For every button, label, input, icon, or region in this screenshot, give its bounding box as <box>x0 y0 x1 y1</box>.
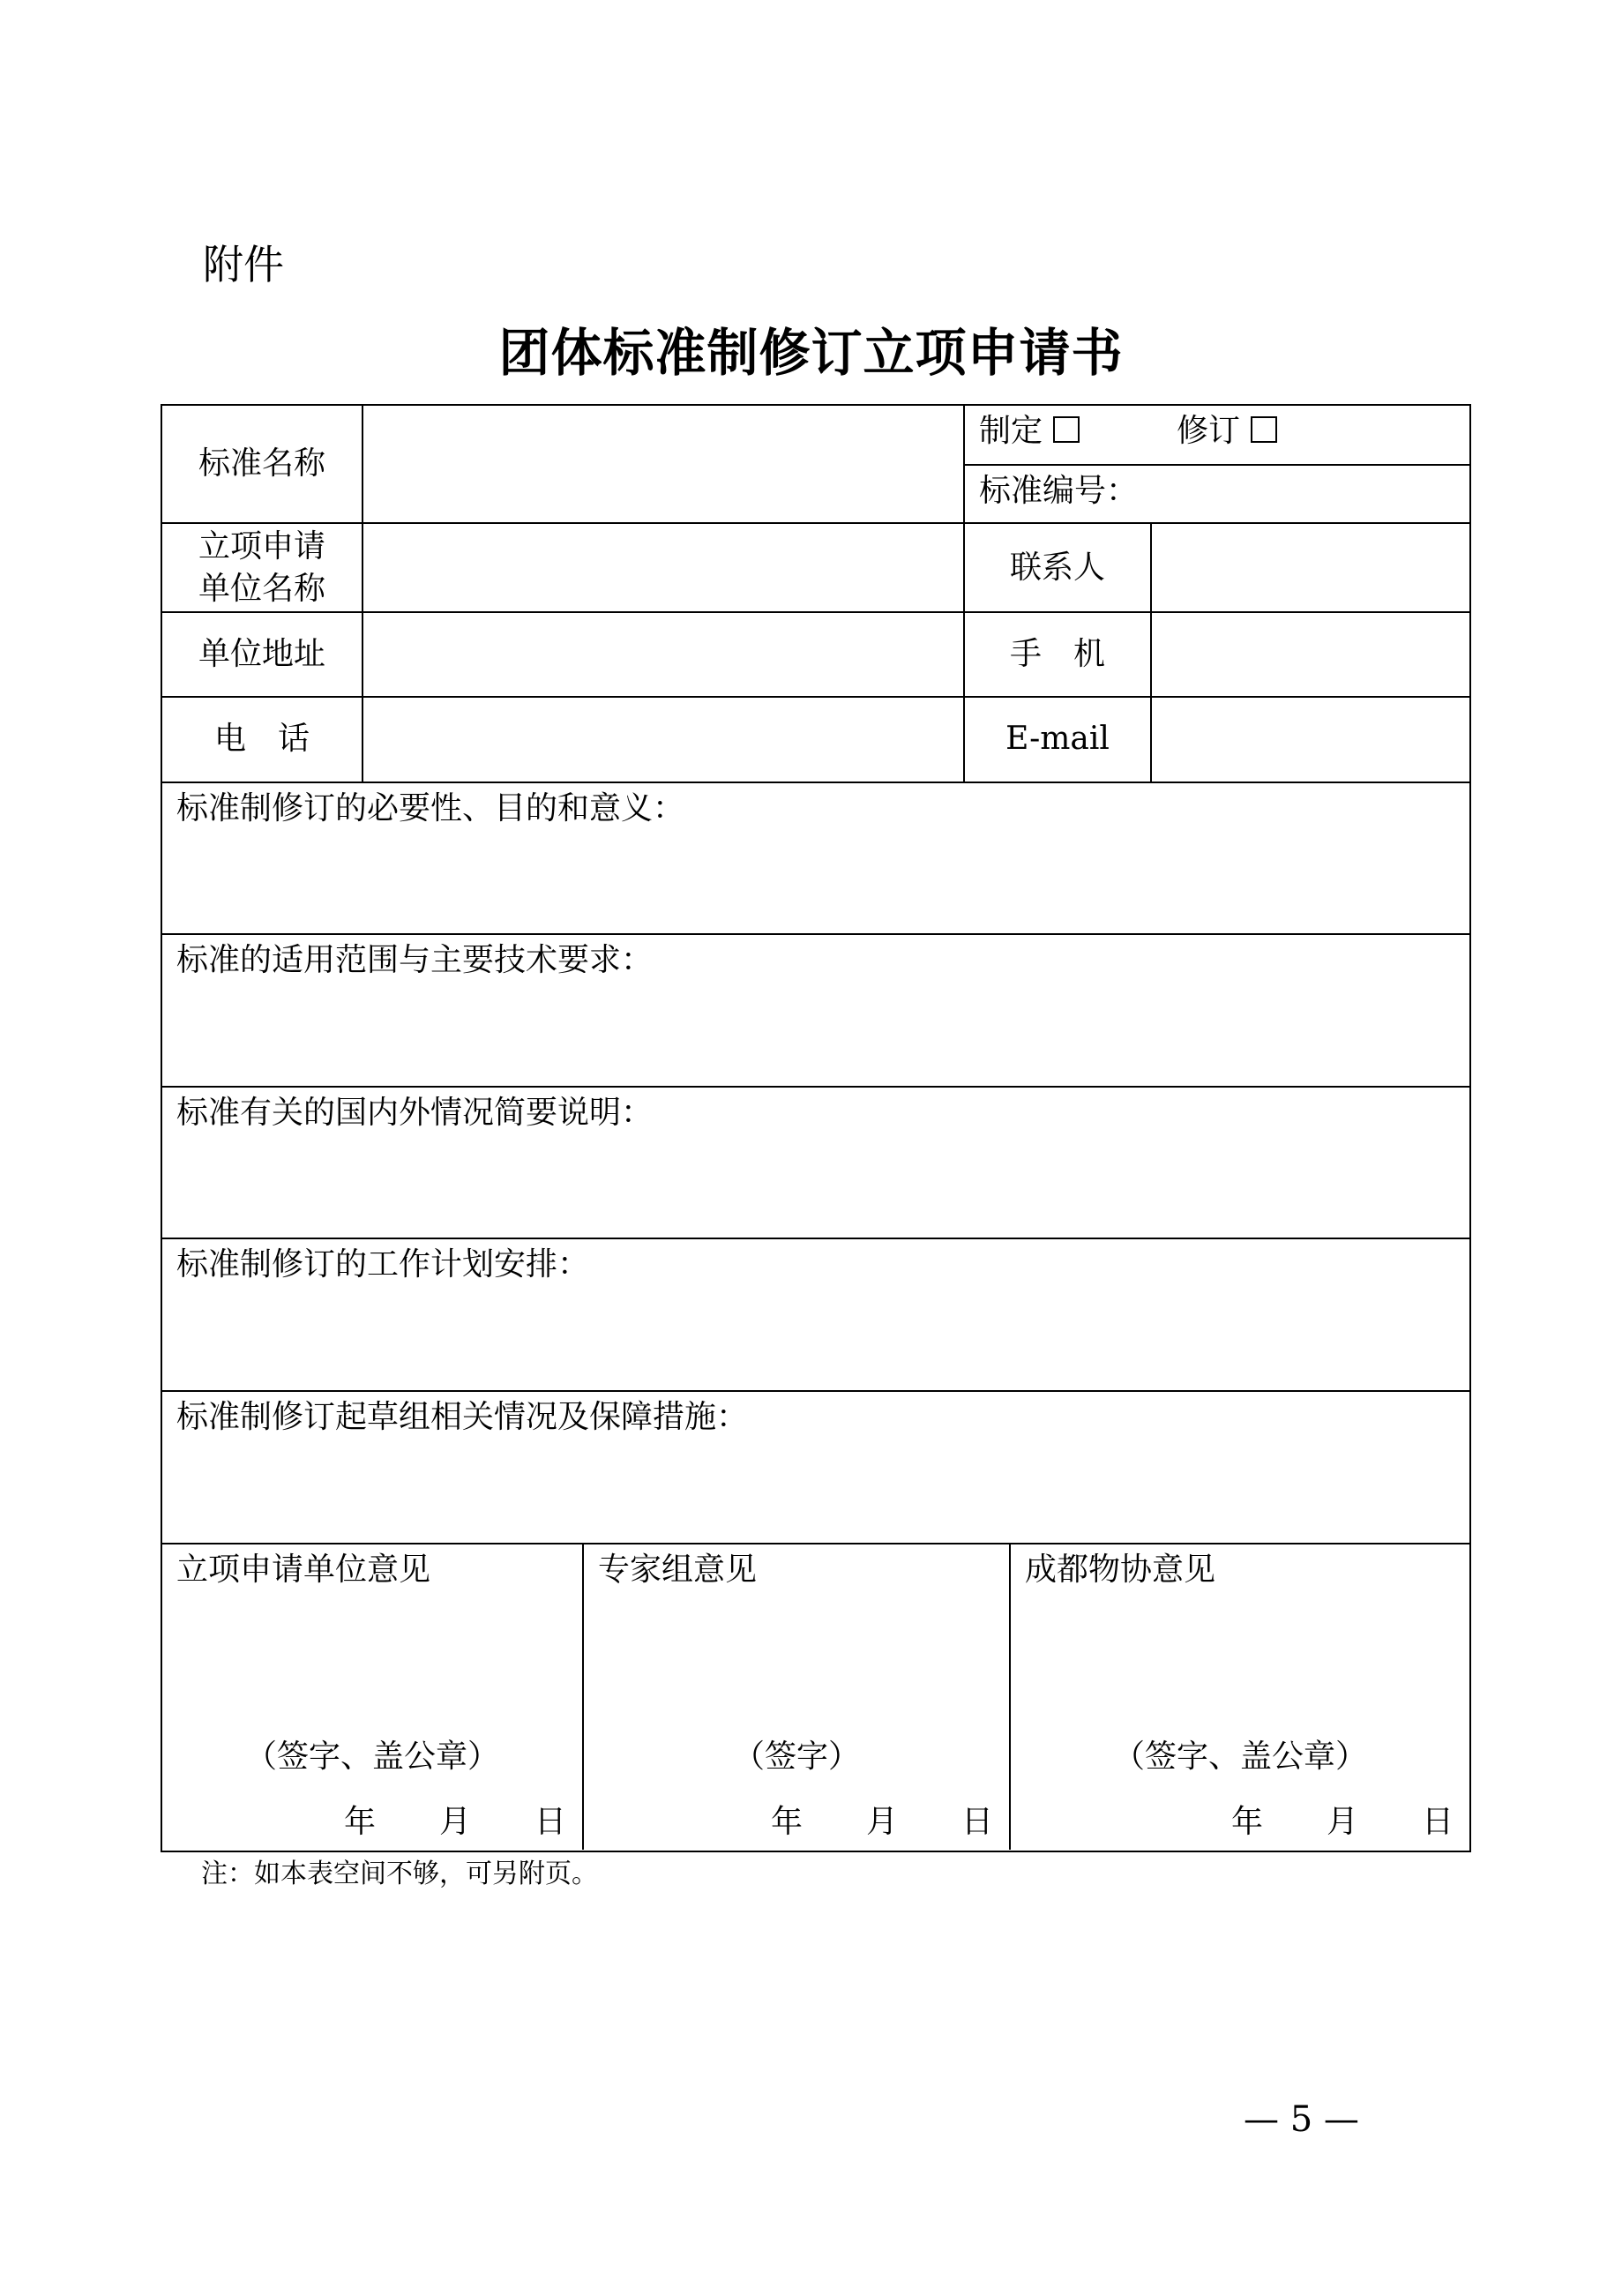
opinion-association-sign: （签字、盖公章） <box>1113 1739 1368 1776</box>
email-field[interactable] <box>1151 697 1470 782</box>
formulate-label: 制定 <box>979 413 1043 449</box>
opinion-applicant-title: 立项申请单位意见 <box>176 1552 431 1589</box>
opinion-applicant[interactable] <box>162 1544 584 1850</box>
standard-number-label: 标准编号： <box>979 473 1139 510</box>
mobile-label: 手 机 <box>964 612 1151 697</box>
standard-number-cell[interactable] <box>964 465 1470 523</box>
opinion-expert[interactable] <box>584 1544 1011 1850</box>
opinions-row <box>162 1544 1469 1850</box>
contact-label: 联系人 <box>964 523 1151 611</box>
page-title: 团体标准制修订立项申请书 <box>498 323 1124 383</box>
applicant-label-line1: 立项申请 <box>198 527 325 565</box>
formulate-checkbox[interactable] <box>1053 416 1080 443</box>
address-field[interactable] <box>363 612 964 697</box>
applicant-label-line2: 单位名称 <box>198 570 325 607</box>
phone-field[interactable] <box>363 697 964 782</box>
opinion-association[interactable] <box>1011 1544 1469 1850</box>
section-scope[interactable]: 标准的适用范围与主要技术要求： <box>161 934 1470 1087</box>
footnote: 注：如本表空间不够，可另附页。 <box>201 1858 598 1889</box>
section-work-plan[interactable]: 标准制修订的工作计划安排： <box>161 1238 1470 1391</box>
address-label: 单位地址 <box>161 612 363 697</box>
application-form <box>161 404 1471 1852</box>
page-number: — 5 — <box>1244 2099 1359 2140</box>
phone-label: 电 话 <box>161 697 363 782</box>
applicant-label <box>161 523 363 611</box>
contact-field[interactable] <box>1151 523 1470 611</box>
standard-type-options <box>964 405 1470 465</box>
opinion-association-title: 成都物协意见 <box>1025 1552 1216 1589</box>
section-necessity[interactable]: 标准制修订的必要性、目的和意义： <box>161 782 1470 935</box>
opinion-applicant-date: 年 月 日 <box>343 1804 566 1841</box>
opinion-applicant-sign: （签字、盖公章） <box>244 1739 499 1776</box>
section-background[interactable]: 标准有关的国内外情况简要说明： <box>161 1087 1470 1239</box>
attachment-label: 附件 <box>203 241 284 288</box>
opinion-expert-sign: （签字） <box>732 1739 860 1776</box>
revise-label: 修订 <box>1177 413 1241 449</box>
applicant-field[interactable] <box>363 523 964 611</box>
revise-checkbox[interactable] <box>1251 416 1277 443</box>
opinion-expert-title: 专家组意见 <box>598 1552 758 1589</box>
opinion-expert-date: 年 月 日 <box>770 1804 993 1841</box>
email-label: E-mail <box>964 697 1151 782</box>
section-drafting-group[interactable]: 标准制修订起草组相关情况及保障措施： <box>161 1391 1470 1544</box>
standard-name-field[interactable] <box>363 405 964 523</box>
opinion-association-date: 年 月 日 <box>1231 1804 1454 1841</box>
standard-name-label: 标准名称 <box>161 405 363 523</box>
mobile-field[interactable] <box>1151 612 1470 697</box>
